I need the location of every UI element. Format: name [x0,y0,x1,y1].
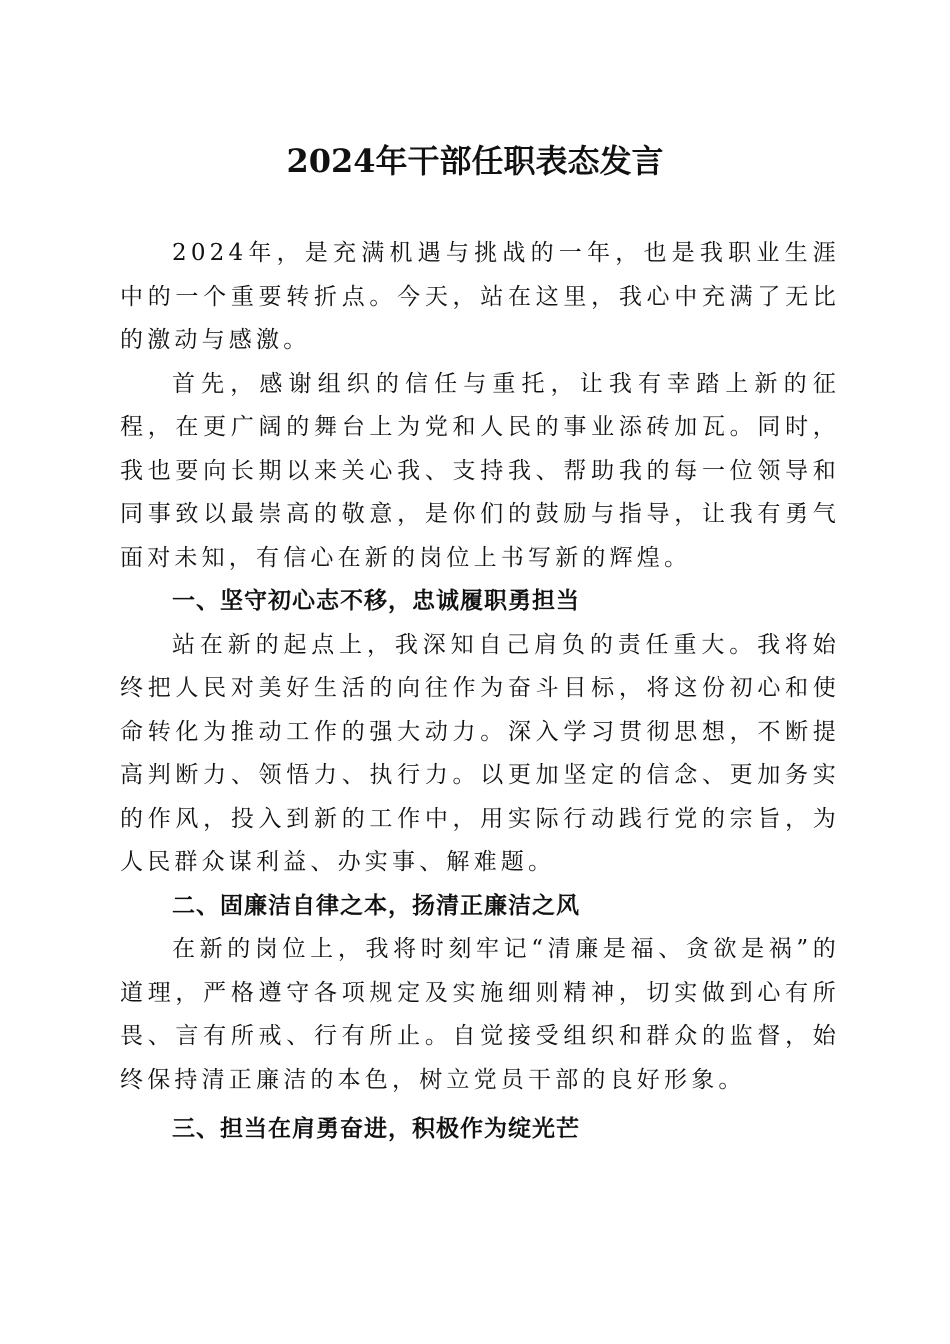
document-body [120,232,840,1152]
document-title: 2024年干部任职表态发言 [286,142,664,180]
section-heading-3: 三、担当在肩勇奋进，积极作为绽光芒 [172,1116,580,1142]
section-heading-1: 一、坚守初心志不移，忠诚履职勇担当 [172,588,580,614]
section-heading-2: 二、固廉洁自律之本，扬清正廉洁之风 [172,892,580,919]
paragraph-section-1: 站在新的起点上，我深知自己肩负的责任重大。我将始终把人民对美好生活的向往作为奋斗目标，将这份初心和使命转化为推动工作的强大动力。深入学习贯彻思想，不断提高判断力、领悟力、执行力。以更加坚定的信念、更加务实的作风，投入到新的工作中，用实际行动践行党的宗旨，为人民群众谋利益、办实事、解难题。 [120,631,840,875]
paragraph-thanks: 首先，感谢组织的信任与重托，让我有幸踏上新的征程，在更广阔的舞台上为党和人民的事业添砖加瓦。同时，我也要向长期以来关心我、支持我、帮助我的每一位领导和同事致以最崇高的敬意，是你们的鼓励与指导，让我有勇气面对未知，有信心在新的岗位上书写新的辉煌。 [120,370,840,571]
paragraph-intro: 2024年，是充满机遇与挑战的一年，也是我职业生涯中的一个重要转折点。今天，站在这里，我心中充满了无比的激动与感激。 [120,240,840,353]
paragraph-section-2: 在新的岗位上，我将时刻牢记“清廉是福、贪欲是祸”的道理，严格遵守各项规定及实施细则精神，切实做到心有所畏、言有所戒、行有所止。自觉接受组织和群众的监督，始终保持清正廉洁的本色，树立党员干部的良好形象。 [120,936,840,1093]
